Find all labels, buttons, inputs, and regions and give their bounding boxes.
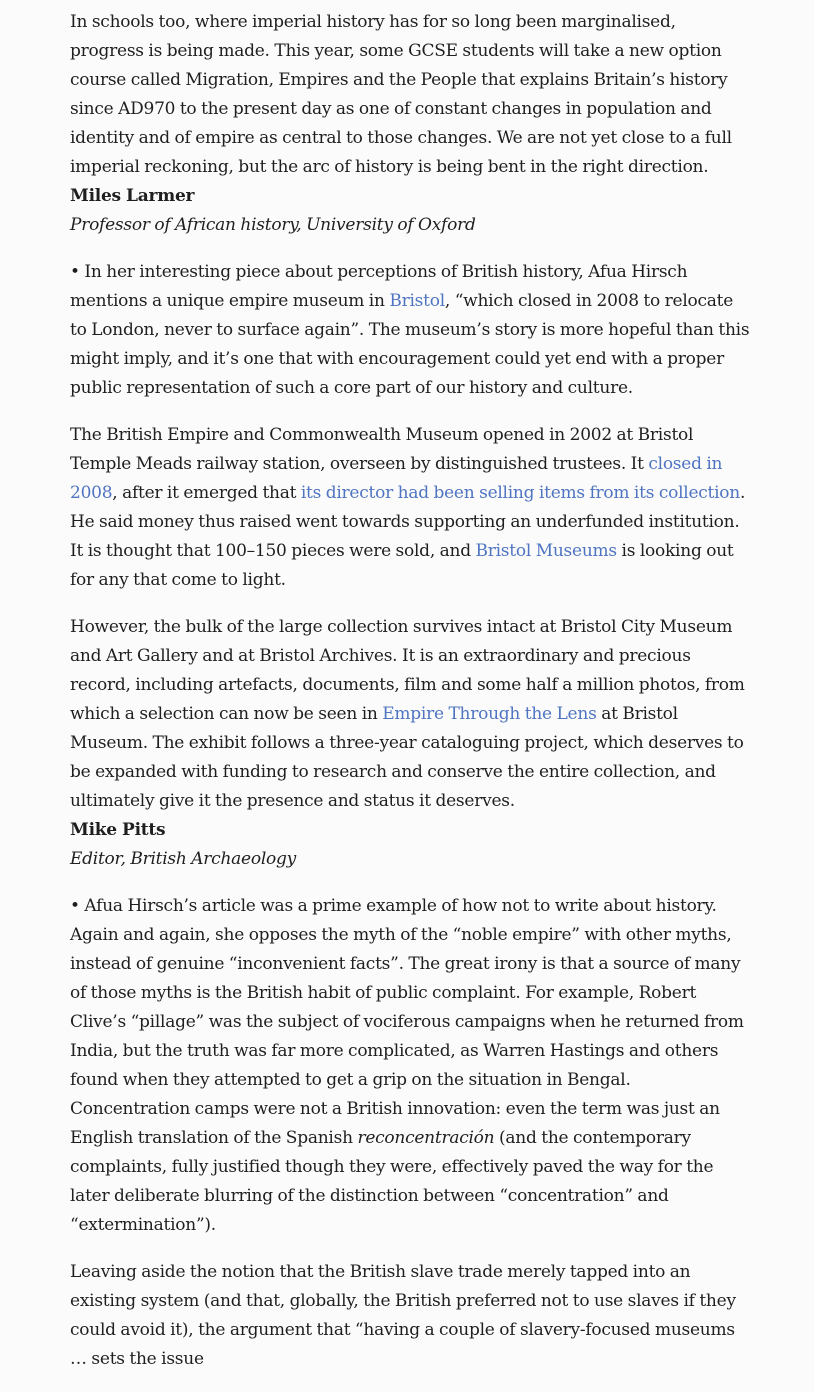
paragraph-text: Leaving aside the notion that the British slave trade merely tapped into an existing system (and that, globally, the British preferred not to use slaves if they could avoid it), the argument that “having a couple of slavery-focused museums … sets the issue [70, 1262, 736, 1369]
author-name: Mike Pitts [70, 820, 166, 840]
author-role: Professor of African history, University of Oxford [70, 215, 476, 235]
emphasis-reconcentracion: reconcentración [357, 1128, 495, 1148]
paragraph-text: . He said money thus raised went towards supporting an underfunded institution. It is thought that 100–150 pieces were sold, and [70, 483, 746, 561]
signature-miles-larmer [70, 182, 750, 240]
paragraph-hirsch-critique [70, 892, 750, 1240]
paragraph-text: , “which closed in 2008 to relocate to London, never to surface again”. The museum’s story is more hopeful than this might imply, and it’s one that with encouragement could yet end with a proper public representation of such a core part of our history and culture. [70, 291, 750, 398]
paragraph-text: is looking out for any that come to light. [70, 541, 734, 590]
link-director-selling-items[interactable]: its director had been selling items from its collection [300, 483, 740, 503]
paragraph-text: • In her interesting piece about perceptions of British history, Afua Hirsch mentions a unique empire museum in [70, 262, 688, 311]
paragraph-empire-museum [70, 421, 750, 595]
paragraph-slave-trade [70, 1258, 750, 1374]
paragraph-text: • Afua Hirsch’s article was a prime example of how not to write about history. Again and again, she opposes the myth of the “noble empire” with other myths, instead of genuine “inconvenient facts”. The great irony is that a source of many of those myths is the British habit of public complaint. For example, Robert Clive’s “pillage” was the subject of vociferous campaigns when he returned from India, but the truth was far more complicated, as Warren Hastings and others found when they attempted to get a grip on the situation in Bengal. Concentration camps were not a British innovation: even the term was just an English translation of the Spanish [70, 896, 744, 1148]
link-empire-through-the-lens[interactable]: Empire Through the Lens [382, 704, 597, 724]
article-body [70, 8, 750, 1392]
link-closed-in-2008[interactable]: closed in 2008 [70, 454, 723, 503]
author-role: Editor, British Archaeology [70, 849, 296, 869]
paragraph-text: (and the contemporary complaints, fully justified though they were, effectively paved the way for the later deliberate blurring of the distinction between “concentration” and “extermination”). [70, 1128, 714, 1235]
paragraph-text: However, the bulk of the large collection survives intact at Bristol City Museum and Art Gallery and at Bristol Archives. It is an extraordinary and precious record, including artefacts, documents, film and some half a million photos, from which a selection can now be seen in [70, 617, 745, 724]
paragraph-text: The British Empire and Commonwealth Museum opened in 2002 at Bristol Temple Meads railway station, overseen by distinguished trustees. It [70, 425, 694, 474]
paragraph-text: In schools too, where imperial history has for so long been marginalised, progress is being made. This year, some GCSE students will take a new option course called Migration, Empires and the People that explains Britain’s history since AD970 to the present day as one of constant changes in population and identity and of empire as central to those changes. We are not yet close to a full imperial reckoning, but the arc of history is being bent in the right direction. [70, 12, 732, 177]
paragraph-collection [70, 613, 750, 816]
paragraph-bristol-museum [70, 258, 750, 403]
paragraph-gcse [70, 8, 750, 182]
paragraph-text: at Bristol Museum. The exhibit follows a three-year cataloguing project, which deserves to be expanded with funding to research and conserve the entire collection, and ultimately give it the presence and status it deserves. [70, 704, 744, 811]
link-bristol[interactable]: Bristol [389, 291, 445, 311]
signature-mike-pitts [70, 816, 750, 874]
author-name: Miles Larmer [70, 186, 195, 206]
paragraph-text: , after it emerged that [112, 483, 301, 503]
link-bristol-museums[interactable]: Bristol Museums [475, 541, 617, 561]
